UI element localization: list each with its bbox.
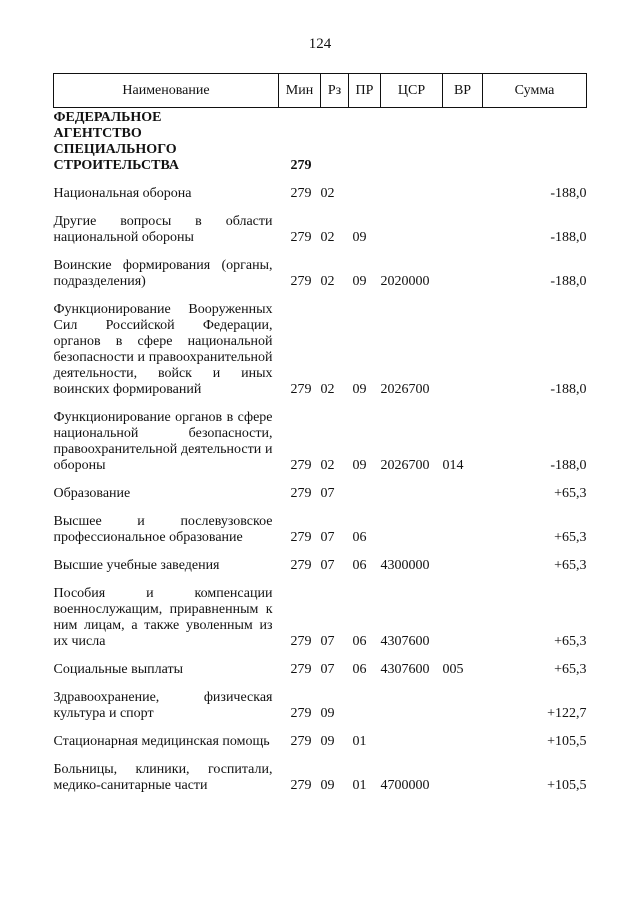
row-csr: 2026700 [380, 458, 430, 473]
row-pr: 06 [352, 530, 367, 545]
row-pr: 09 [352, 274, 367, 289]
row-min: 279 [290, 458, 312, 473]
row-pr: 06 [352, 662, 367, 677]
row-sum: +65,3 [554, 530, 587, 545]
table-row [54, 650, 587, 678]
row-sum: +105,5 [547, 734, 587, 749]
row-vr [443, 246, 483, 290]
row-rz: 02 [320, 230, 335, 245]
budget-table [53, 73, 587, 794]
row-vr [443, 474, 483, 502]
row-pr: 09 [352, 382, 367, 397]
row-vr [443, 574, 483, 650]
row-sum: +65,3 [554, 486, 587, 501]
row-name: Пособия и компенсации военнослужащим, приравненным к ним лицам, а также уволенным из их числа [53, 586, 273, 649]
row-min: 279 [290, 530, 312, 545]
row-vr [443, 502, 483, 546]
header-csr: ЦСР [381, 74, 443, 108]
table-row [54, 722, 587, 750]
row-pr [349, 678, 381, 722]
table-row [54, 398, 587, 474]
row-pr: 06 [352, 634, 367, 649]
row-pr: 06 [352, 558, 367, 573]
row-name: Национальная оборона [53, 186, 192, 201]
table-row [54, 202, 587, 246]
table-row [54, 174, 587, 202]
table-row [54, 750, 587, 794]
row-vr [443, 202, 483, 246]
row-rz: 07 [320, 486, 335, 501]
row-pr: 01 [352, 778, 367, 793]
row-min: 279 [290, 274, 312, 289]
page-number: 124 [308, 36, 332, 52]
row-csr [381, 502, 443, 546]
row-csr: 4700000 [380, 778, 430, 793]
row-sum: +105,5 [547, 778, 587, 793]
row-name: ФЕДЕРАЛЬНОЕ АГЕНТСТВО СПЕЦИАЛЬНОГО СТРОИТЕЛЬСТВА [53, 110, 180, 173]
row-csr [381, 108, 443, 175]
row-vr [443, 722, 483, 750]
row-rz: 07 [320, 634, 335, 649]
row-name: Высшее и послевузовское профессиональное образование [53, 514, 273, 545]
row-sum: +122,7 [547, 706, 587, 721]
row-vr: 014 [442, 458, 464, 473]
row-min: 279 [290, 558, 312, 573]
row-min: 279 [290, 706, 312, 721]
row-pr: 09 [352, 458, 367, 473]
row-vr [443, 108, 483, 175]
row-min: 279 [290, 662, 312, 677]
row-pr [349, 474, 381, 502]
row-csr: 4300000 [380, 558, 430, 573]
header-rz: Рз [321, 74, 349, 108]
row-min: 279 [290, 734, 312, 749]
table-row [54, 290, 587, 398]
row-name: Больницы, клиники, госпитали, медико-санитарные части [53, 762, 273, 793]
header-name: Наименование [54, 74, 279, 108]
row-rz [321, 108, 349, 175]
row-csr [381, 678, 443, 722]
header-min: Мин [279, 74, 321, 108]
row-rz: 02 [320, 382, 335, 397]
row-sum: +65,3 [554, 634, 587, 649]
row-rz: 02 [320, 458, 335, 473]
row-pr: 09 [352, 230, 367, 245]
row-pr [349, 174, 381, 202]
row-min: 279 [290, 186, 312, 201]
header-vr: ВР [443, 74, 483, 108]
row-csr [381, 474, 443, 502]
row-vr [443, 290, 483, 398]
row-rz: 09 [320, 706, 335, 721]
row-name: Высшие учебные заведения [53, 558, 220, 573]
row-rz: 09 [320, 778, 335, 793]
row-rz: 07 [320, 558, 335, 573]
row-vr: 005 [442, 662, 464, 677]
table-row [54, 546, 587, 574]
table-row [54, 246, 587, 290]
row-sum: -188,0 [550, 458, 587, 473]
row-sum: -188,0 [550, 382, 587, 397]
row-min: 279 [290, 158, 312, 173]
table-header-row [54, 74, 587, 108]
row-name: Функционирование Вооруженных Сил Российской Федерации, органов в сфере национальной безопасности и правоохранительной деятельности, войск и иных воинских формирований [53, 302, 273, 397]
row-min: 279 [290, 486, 312, 501]
row-name: Другие вопросы в области национальной обороны [53, 214, 273, 245]
row-csr [381, 174, 443, 202]
row-name: Социальные выплаты [53, 662, 184, 677]
header-pr: ПР [349, 74, 381, 108]
row-vr [443, 174, 483, 202]
header-sum: Сумма [483, 74, 587, 108]
row-vr [443, 546, 483, 574]
row-name: Образование [53, 486, 131, 501]
row-csr: 4307600 [380, 634, 430, 649]
row-csr [381, 202, 443, 246]
row-csr: 4307600 [380, 662, 430, 677]
row-pr: 01 [352, 734, 367, 749]
row-name: Функционирование органов в сфере национальной безопасности, правоохранительной деятельности и обороны [53, 410, 273, 473]
row-sum: +65,3 [554, 662, 587, 677]
table-row [54, 474, 587, 502]
row-min: 279 [290, 634, 312, 649]
row-rz: 02 [320, 274, 335, 289]
row-sum: -188,0 [550, 186, 587, 201]
table-row [54, 574, 587, 650]
table-row [54, 108, 587, 175]
row-name: Стационарная медицинская помощь [53, 734, 270, 749]
row-min: 279 [290, 778, 312, 793]
row-sum [483, 108, 587, 175]
row-rz: 09 [320, 734, 335, 749]
row-sum: -188,0 [550, 230, 587, 245]
row-name: Воинские формирования (органы, подразделения) [53, 258, 273, 289]
row-csr [381, 722, 443, 750]
table-row [54, 502, 587, 546]
row-vr [443, 678, 483, 722]
row-csr: 2020000 [380, 274, 430, 289]
row-vr [443, 750, 483, 794]
row-rz: 07 [320, 530, 335, 545]
row-csr: 2026700 [380, 382, 430, 397]
table-row [54, 678, 587, 722]
row-rz: 02 [320, 186, 335, 201]
row-rz: 07 [320, 662, 335, 677]
row-name: Здравоохранение, физическая культура и спорт [53, 690, 273, 721]
row-min: 279 [290, 382, 312, 397]
row-sum: -188,0 [550, 274, 587, 289]
row-pr [349, 108, 381, 175]
row-sum: +65,3 [554, 558, 587, 573]
row-min: 279 [290, 230, 312, 245]
